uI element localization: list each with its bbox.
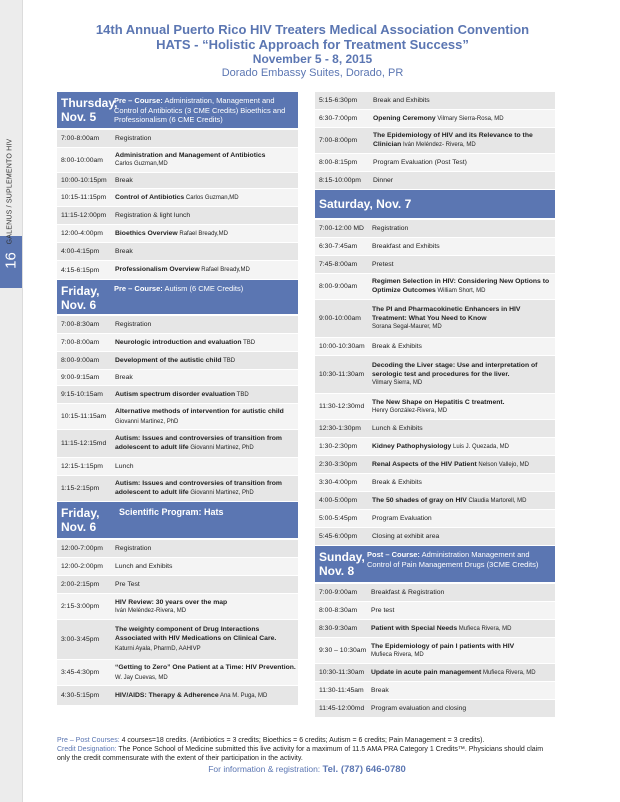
session-title bbox=[371, 588, 555, 597]
session-time: 7:45-8:00am bbox=[319, 261, 358, 268]
schedule-row bbox=[57, 594, 298, 620]
session-time: 8:30-9:30am bbox=[319, 625, 358, 632]
session-label: Lunch & Exhibits bbox=[372, 425, 423, 432]
spine-label: GALENUS / SUPLEMENTO HIV bbox=[6, 138, 14, 245]
session-time: 8:00-10:00am bbox=[61, 156, 103, 164]
session-time: 1:30-2:30pm bbox=[319, 443, 358, 450]
session-time: 10:15-11:15am bbox=[61, 413, 107, 420]
schedule-row bbox=[315, 356, 555, 394]
session-time: 10:00-10:30am bbox=[319, 343, 365, 350]
session-title bbox=[373, 96, 555, 105]
session-title bbox=[115, 544, 298, 553]
schedule-row bbox=[315, 620, 555, 638]
session-time: 5:00-5:45pm bbox=[319, 515, 358, 522]
saturday-schedule bbox=[315, 220, 555, 546]
schedule-row bbox=[57, 173, 298, 189]
session-title bbox=[372, 260, 555, 269]
session-title bbox=[115, 134, 298, 143]
schedule-row bbox=[57, 620, 298, 660]
session-title bbox=[372, 460, 555, 470]
session-title bbox=[115, 625, 298, 654]
course-type: Pre – Course: bbox=[114, 96, 163, 105]
session-topic: HIV/AIDS: Therapy & Adherence bbox=[115, 691, 219, 699]
session-time: 8:00-8:30am bbox=[319, 607, 358, 614]
session-label: Pretest bbox=[372, 261, 394, 268]
right-column bbox=[315, 92, 555, 718]
sunday-schedule bbox=[315, 584, 555, 718]
friday-scientific-schedule bbox=[57, 540, 298, 706]
friday-precourse-schedule bbox=[57, 316, 298, 502]
session-label: Break and Exhibits bbox=[373, 97, 430, 104]
session-title bbox=[115, 193, 298, 203]
day-title: Sunday, Nov. 8 bbox=[319, 550, 365, 578]
session-label: Breakfast & Registration bbox=[371, 589, 445, 596]
session-title bbox=[115, 176, 298, 185]
session-time: 4:15-6:15pm bbox=[61, 266, 100, 274]
session-topic: Professionalism Overview bbox=[115, 266, 200, 273]
session-time: 8:00-9:00am bbox=[61, 357, 100, 364]
session-title bbox=[115, 338, 298, 348]
session-label: Dinner bbox=[373, 177, 394, 184]
schedule-row bbox=[315, 474, 555, 492]
designation-label: Credit Designation: bbox=[57, 746, 117, 753]
credits-footer bbox=[57, 736, 557, 774]
session-title bbox=[371, 668, 555, 678]
session-time: 7:00-8:00am bbox=[61, 339, 100, 346]
course-detail: Administration Management and Control of Pain Management Drugs (3CME Credits) bbox=[367, 550, 539, 569]
session-title bbox=[372, 442, 555, 452]
contact-line bbox=[57, 765, 557, 774]
session-title bbox=[373, 131, 555, 150]
session-label: Registration bbox=[115, 545, 152, 552]
session-topic: Patient with Special Needs bbox=[371, 624, 458, 632]
convention-venue: Dorado Embassy Suites, Dorado, PR bbox=[221, 67, 404, 79]
session-title bbox=[372, 242, 555, 251]
schedule-row bbox=[57, 130, 298, 148]
schedule-row bbox=[57, 316, 298, 334]
course-detail: Autism (6 CME Credits) bbox=[162, 284, 244, 293]
session-speaker: Ana M. Puga, MD bbox=[218, 692, 268, 699]
schedule-row bbox=[315, 238, 555, 256]
day-header-friday-precourse bbox=[57, 280, 298, 316]
session-time: 9:00-9:15am bbox=[61, 374, 100, 381]
session-title bbox=[115, 407, 298, 427]
schedule-row bbox=[57, 404, 298, 430]
session-label: Breakfast and Exhibits bbox=[372, 243, 440, 250]
credits-label: Pre – Post Courses: bbox=[57, 737, 120, 744]
session-speaker: W. Jay Cuevas, MD bbox=[115, 674, 168, 681]
session-title bbox=[372, 398, 555, 416]
session-speaker: Rafael Bready,MD bbox=[199, 267, 250, 273]
thursday-schedule bbox=[57, 130, 298, 280]
session-time: 6:30-7:00pm bbox=[319, 115, 358, 122]
session-title bbox=[372, 496, 555, 506]
session-title bbox=[115, 434, 298, 453]
schedule-row bbox=[57, 370, 298, 386]
schedule-row bbox=[315, 172, 555, 190]
session-label: Registration bbox=[115, 135, 152, 142]
session-title bbox=[372, 361, 555, 388]
day-title: Saturday, Nov. 7 bbox=[319, 197, 412, 211]
session-title bbox=[371, 642, 555, 660]
session-time: 7:00-8:00am bbox=[61, 135, 100, 142]
schedule-row bbox=[315, 510, 555, 528]
session-time: 11:30-12:30md bbox=[319, 403, 365, 410]
session-time: 12:00-2:00pm bbox=[61, 563, 103, 570]
day-title: Thursday, Nov. 5 bbox=[61, 96, 118, 124]
session-label: Registration bbox=[372, 225, 409, 232]
session-speaker: Iván Meléndez- Rivera, MD bbox=[401, 142, 476, 148]
page-spine bbox=[0, 0, 26, 802]
day-description: Scientific Program: Hats bbox=[119, 507, 224, 517]
session-title bbox=[115, 462, 298, 471]
session-speaker: Nelson Vallejo, MD bbox=[476, 461, 529, 468]
session-time: 9:15-10:15am bbox=[61, 391, 103, 398]
session-time: 12:00-7:00pm bbox=[61, 545, 103, 552]
session-topic: The New Shape on Hepatitis C treatment. bbox=[372, 398, 505, 406]
session-speaker: Vilmary Sierra, MD bbox=[372, 380, 423, 386]
day-title: Friday, Nov. 6 bbox=[61, 506, 100, 534]
schedule-row bbox=[315, 256, 555, 274]
session-title bbox=[373, 176, 555, 185]
day-title: Friday, Nov. 6 bbox=[61, 284, 100, 312]
session-title bbox=[372, 224, 555, 233]
session-speaker: Giovanni Martinez, PhD bbox=[188, 490, 254, 496]
day-header-friday-scientific bbox=[57, 502, 298, 540]
schedule-row bbox=[57, 686, 298, 706]
session-topic: Autism: Issues and controversies of transition from adolescent to adult life bbox=[115, 480, 282, 496]
credit-designation bbox=[57, 745, 557, 763]
session-time: 4:00-5:00pm bbox=[319, 497, 358, 504]
session-topic: “Getting to Zero” One Patient at a Time: HIV Prevention. bbox=[115, 663, 296, 671]
program-header bbox=[40, 22, 585, 80]
session-topic: Development of the autistic child bbox=[115, 356, 222, 364]
session-title bbox=[115, 247, 298, 256]
schedule-row bbox=[57, 207, 298, 225]
session-time: 12:15-1:15pm bbox=[61, 463, 103, 470]
session-speaker: William Short, MD bbox=[435, 288, 486, 294]
schedule-row bbox=[315, 92, 555, 110]
session-time: 4:30-5:15pm bbox=[61, 692, 100, 699]
session-speaker: Luis J. Quezada, MD bbox=[451, 443, 510, 450]
session-time: 3:00-3:45pm bbox=[61, 636, 100, 643]
contact-phone: Tel. (787) 646-0780 bbox=[322, 764, 406, 775]
session-speaker: Katurni Ayala, PharmD, AAHIVP bbox=[115, 646, 201, 652]
session-time: 10:30-11:30am bbox=[319, 669, 365, 676]
session-time: 11:45-12:00md bbox=[319, 705, 365, 712]
session-title bbox=[372, 514, 555, 523]
session-time: 4:00-4:15pm bbox=[61, 248, 100, 255]
credits-note bbox=[57, 736, 557, 745]
page-number: 16 bbox=[2, 252, 20, 269]
schedule-row bbox=[315, 584, 555, 602]
schedule-row bbox=[57, 243, 298, 261]
session-topic: The PI and Pharmacokinetic Enhancers in HIV Treatment: What You Need to Know bbox=[372, 306, 521, 322]
session-title bbox=[115, 390, 298, 400]
session-time: 2:30-3:30pm bbox=[319, 461, 358, 468]
schedule-row bbox=[315, 492, 555, 510]
day-description bbox=[114, 280, 298, 314]
schedule-row bbox=[57, 540, 298, 558]
session-title bbox=[372, 342, 555, 351]
session-topic: Autism spectrum disorder evaluation bbox=[115, 390, 236, 398]
session-time: 10:15-11:15pm bbox=[61, 194, 107, 201]
session-speaker: Mufieca Rivera, MD bbox=[457, 625, 512, 632]
credits-text: 4 courses=18 credits. (Antibiotics = 3 credits; Bioethics = 6 credits; Autism = 6 credits; Pain Management = 3 credits). bbox=[119, 737, 485, 744]
schedule-row bbox=[57, 189, 298, 207]
session-speaker: Mufieca Rivera, MD bbox=[371, 651, 424, 658]
session-label: Lunch and Exhibits bbox=[115, 563, 173, 570]
session-label: Program Evaluation bbox=[372, 515, 432, 522]
session-time: 12:00-4:00pm bbox=[61, 230, 103, 237]
session-time: 11:15-12:00pm bbox=[61, 212, 107, 219]
day-description bbox=[114, 92, 298, 128]
session-speaker: Mufieca Rivera, MD bbox=[481, 669, 536, 676]
session-title bbox=[371, 606, 555, 615]
schedule-row bbox=[57, 576, 298, 594]
session-label: Break & Exhibits bbox=[372, 343, 422, 350]
schedule-row bbox=[57, 386, 298, 404]
day-header-sunday bbox=[315, 546, 555, 584]
schedule-row bbox=[57, 352, 298, 370]
session-time: 12:30-1:30pm bbox=[319, 425, 361, 432]
session-title bbox=[115, 562, 298, 571]
session-title bbox=[371, 686, 555, 695]
session-speaker: Claudia Martorell, MD bbox=[466, 497, 527, 504]
session-title bbox=[115, 265, 298, 275]
session-speaker: Iván Meléndez-Rivera, MD bbox=[115, 607, 187, 614]
session-time: 7:00-8:30am bbox=[61, 321, 100, 328]
convention-dates: November 5 - 8, 2015 bbox=[252, 52, 373, 66]
friday-evening-schedule bbox=[315, 92, 555, 190]
session-speaker: Carlos Guzman,MD bbox=[115, 161, 168, 167]
session-topic: Bioethics Overview bbox=[115, 229, 178, 237]
session-title bbox=[372, 424, 555, 433]
session-time: 1:15-2:15pm bbox=[61, 485, 100, 492]
session-label: Program evaluation and closing bbox=[371, 705, 467, 712]
schedule-row bbox=[315, 602, 555, 620]
session-label: Lunch bbox=[115, 463, 134, 470]
schedule-row bbox=[315, 456, 555, 474]
schedule-row bbox=[315, 700, 555, 718]
session-time: 10:00-10:15pm bbox=[61, 177, 107, 184]
session-label: Break bbox=[115, 177, 133, 184]
schedule-row bbox=[315, 682, 555, 700]
session-time: 11:15-12:15md bbox=[61, 440, 107, 447]
schedule-row bbox=[57, 430, 298, 458]
schedule-row bbox=[315, 300, 555, 338]
convention-title: 14th Annual Puerto Rico HIV Treaters Medical Association Convention bbox=[95, 22, 530, 37]
session-title bbox=[372, 478, 555, 487]
session-time: 8:15-10:00pm bbox=[319, 177, 361, 184]
session-time: 8:00-8:15pm bbox=[319, 159, 358, 166]
schedule-row bbox=[57, 225, 298, 243]
session-topic: The weighty component of Drug Interactions Associated with HIV Medications on Clinical Care. bbox=[115, 626, 277, 642]
schedule-row bbox=[315, 110, 555, 128]
session-topic: Autism: Issues and controversies of transition from adolescent to adult life bbox=[115, 435, 282, 451]
session-title bbox=[115, 229, 298, 239]
session-label: Break & Exhibits bbox=[372, 479, 422, 486]
session-speaker: Sorana Segal-Maurer, MD bbox=[372, 324, 442, 330]
schedule-row bbox=[315, 394, 555, 420]
course-type: Post – Course: bbox=[367, 550, 420, 559]
course-detail: Administration, Management and Control of Antibiotics (3 CME Credits) Bioethics and Professionalism (6 CME Credits) bbox=[114, 96, 286, 124]
session-title bbox=[115, 356, 298, 366]
schedule-row bbox=[315, 438, 555, 456]
session-topic: Regimen Selection in HIV: Considering New Options to Optimize Outcomes bbox=[372, 278, 550, 294]
session-time: 5:15-6:30pm bbox=[319, 97, 358, 104]
session-label: Registration & light lunch bbox=[115, 212, 191, 219]
session-time: 7:00-8:00pm bbox=[319, 137, 358, 144]
session-topic: The 50 shades of gray on HIV bbox=[372, 496, 467, 504]
session-topic: Administration and Management of Antibiotics bbox=[115, 152, 266, 159]
schedule-row bbox=[315, 154, 555, 172]
session-topic: Renal Aspects of the HIV Patient bbox=[372, 460, 477, 468]
schedule-row bbox=[57, 476, 298, 502]
day-header-thursday bbox=[57, 92, 298, 130]
schedule-row bbox=[57, 261, 298, 280]
schedule-row bbox=[57, 458, 298, 476]
session-title bbox=[115, 598, 298, 616]
session-title bbox=[115, 479, 298, 498]
day-description bbox=[367, 546, 555, 582]
session-title bbox=[115, 151, 298, 169]
schedule-row bbox=[315, 420, 555, 438]
session-topic: Neurologic introduction and evaluation bbox=[115, 338, 242, 346]
session-title bbox=[115, 211, 298, 220]
schedule-row bbox=[315, 638, 555, 664]
session-time: 8:00-9:00am bbox=[319, 283, 358, 290]
contact-label: For information & registration: bbox=[208, 764, 323, 774]
session-time: 9:30 – 10:30am bbox=[319, 647, 367, 654]
session-time: 2:00-2:15pm bbox=[61, 581, 100, 588]
session-title bbox=[115, 580, 298, 589]
session-topic: Update in acute pain management bbox=[371, 668, 482, 676]
session-label: Closing at exhibit area bbox=[372, 533, 440, 540]
session-title bbox=[371, 624, 555, 634]
session-label: Program Evaluation (Post Test) bbox=[373, 159, 467, 166]
session-title bbox=[372, 277, 555, 296]
session-topic: Kidney Pathophysiology bbox=[372, 442, 452, 450]
session-label: Break bbox=[371, 687, 389, 694]
schedule-row bbox=[315, 338, 555, 356]
session-label: Pre Test bbox=[115, 581, 140, 588]
schedule-row bbox=[57, 660, 298, 686]
session-title bbox=[115, 663, 298, 683]
session-speaker: TBD bbox=[221, 357, 236, 364]
session-title bbox=[372, 532, 555, 541]
session-time: 10:30-11:30am bbox=[319, 371, 365, 378]
session-time: 7:00-12:00 MD bbox=[319, 225, 364, 232]
session-time: 9:00-10:00am bbox=[319, 315, 361, 322]
course-type: Pre – Course: bbox=[114, 284, 163, 293]
session-time: 3:45-4:30pm bbox=[61, 669, 100, 676]
schedule-row bbox=[315, 128, 555, 154]
session-topic: Decoding the Liver stage: Use and interpretation of serologic test and procedures for the liver. bbox=[372, 362, 538, 378]
session-label: Break bbox=[115, 248, 133, 255]
schedule-row bbox=[57, 558, 298, 576]
schedule-row bbox=[57, 334, 298, 352]
designation-text: The Ponce School of Medicine submitted this live activity for a maximum of 11.5 AMA PRA Category 1 Credits™. Physicians should claim only the credit commensurate with the extent of their participation in the activity. bbox=[57, 746, 544, 762]
session-topic: HIV Review: 30 years over the map bbox=[115, 598, 228, 606]
day-header-saturday bbox=[315, 190, 555, 220]
session-title bbox=[115, 691, 298, 701]
session-title bbox=[372, 305, 555, 332]
spine-bar bbox=[0, 0, 23, 802]
session-speaker: TBD bbox=[235, 391, 249, 398]
session-topic: Alternative methods of intervention for autistic child bbox=[115, 407, 284, 415]
session-speaker: Giovanni Martinez, PhD bbox=[188, 445, 254, 451]
session-title bbox=[115, 373, 298, 382]
schedule-row bbox=[315, 220, 555, 238]
session-label: Pre test bbox=[371, 607, 395, 614]
session-time: 5:45-6:00pm bbox=[319, 533, 358, 540]
schedule-row bbox=[315, 528, 555, 546]
session-time: 2:15-3:00pm bbox=[61, 603, 100, 610]
schedule-row bbox=[57, 148, 298, 173]
session-topic: Control of Antibiotics bbox=[115, 193, 185, 201]
session-time: 11:30-11:45am bbox=[319, 687, 364, 694]
session-label: Registration bbox=[115, 321, 152, 328]
session-title bbox=[373, 158, 555, 167]
session-topic: The Epidemiology of pain I patients with HIV bbox=[371, 642, 515, 650]
session-time: 6:30-7:45am bbox=[319, 243, 358, 250]
session-title bbox=[371, 704, 555, 713]
session-title bbox=[115, 320, 298, 329]
session-speaker: Vilmary Sierra-Rosa, MD bbox=[435, 115, 504, 122]
session-topic: The Epidemiology of HIV and its Relevance to the Clinician bbox=[373, 132, 533, 148]
session-speaker: TBD bbox=[241, 339, 256, 346]
session-label: Break bbox=[115, 374, 133, 381]
left-column bbox=[57, 92, 298, 706]
session-speaker: Carlos Guzman,MD bbox=[184, 194, 239, 201]
session-speaker: Henry González-Rivera, MD bbox=[372, 407, 448, 414]
session-time: 3:30-4:00pm bbox=[319, 479, 358, 486]
session-time: 7:00-9:00am bbox=[319, 589, 358, 596]
schedule-row bbox=[315, 664, 555, 682]
session-speaker: Rafael Bready,MD bbox=[177, 230, 228, 237]
convention-subtitle: HATS - “Holistic Approach for Treatment Success” bbox=[156, 37, 469, 52]
session-title bbox=[373, 114, 555, 124]
schedule-row bbox=[315, 274, 555, 300]
session-speaker: Giovanni Martinez, PhD bbox=[115, 418, 179, 425]
session-topic: Opening Ceremony bbox=[373, 114, 436, 122]
